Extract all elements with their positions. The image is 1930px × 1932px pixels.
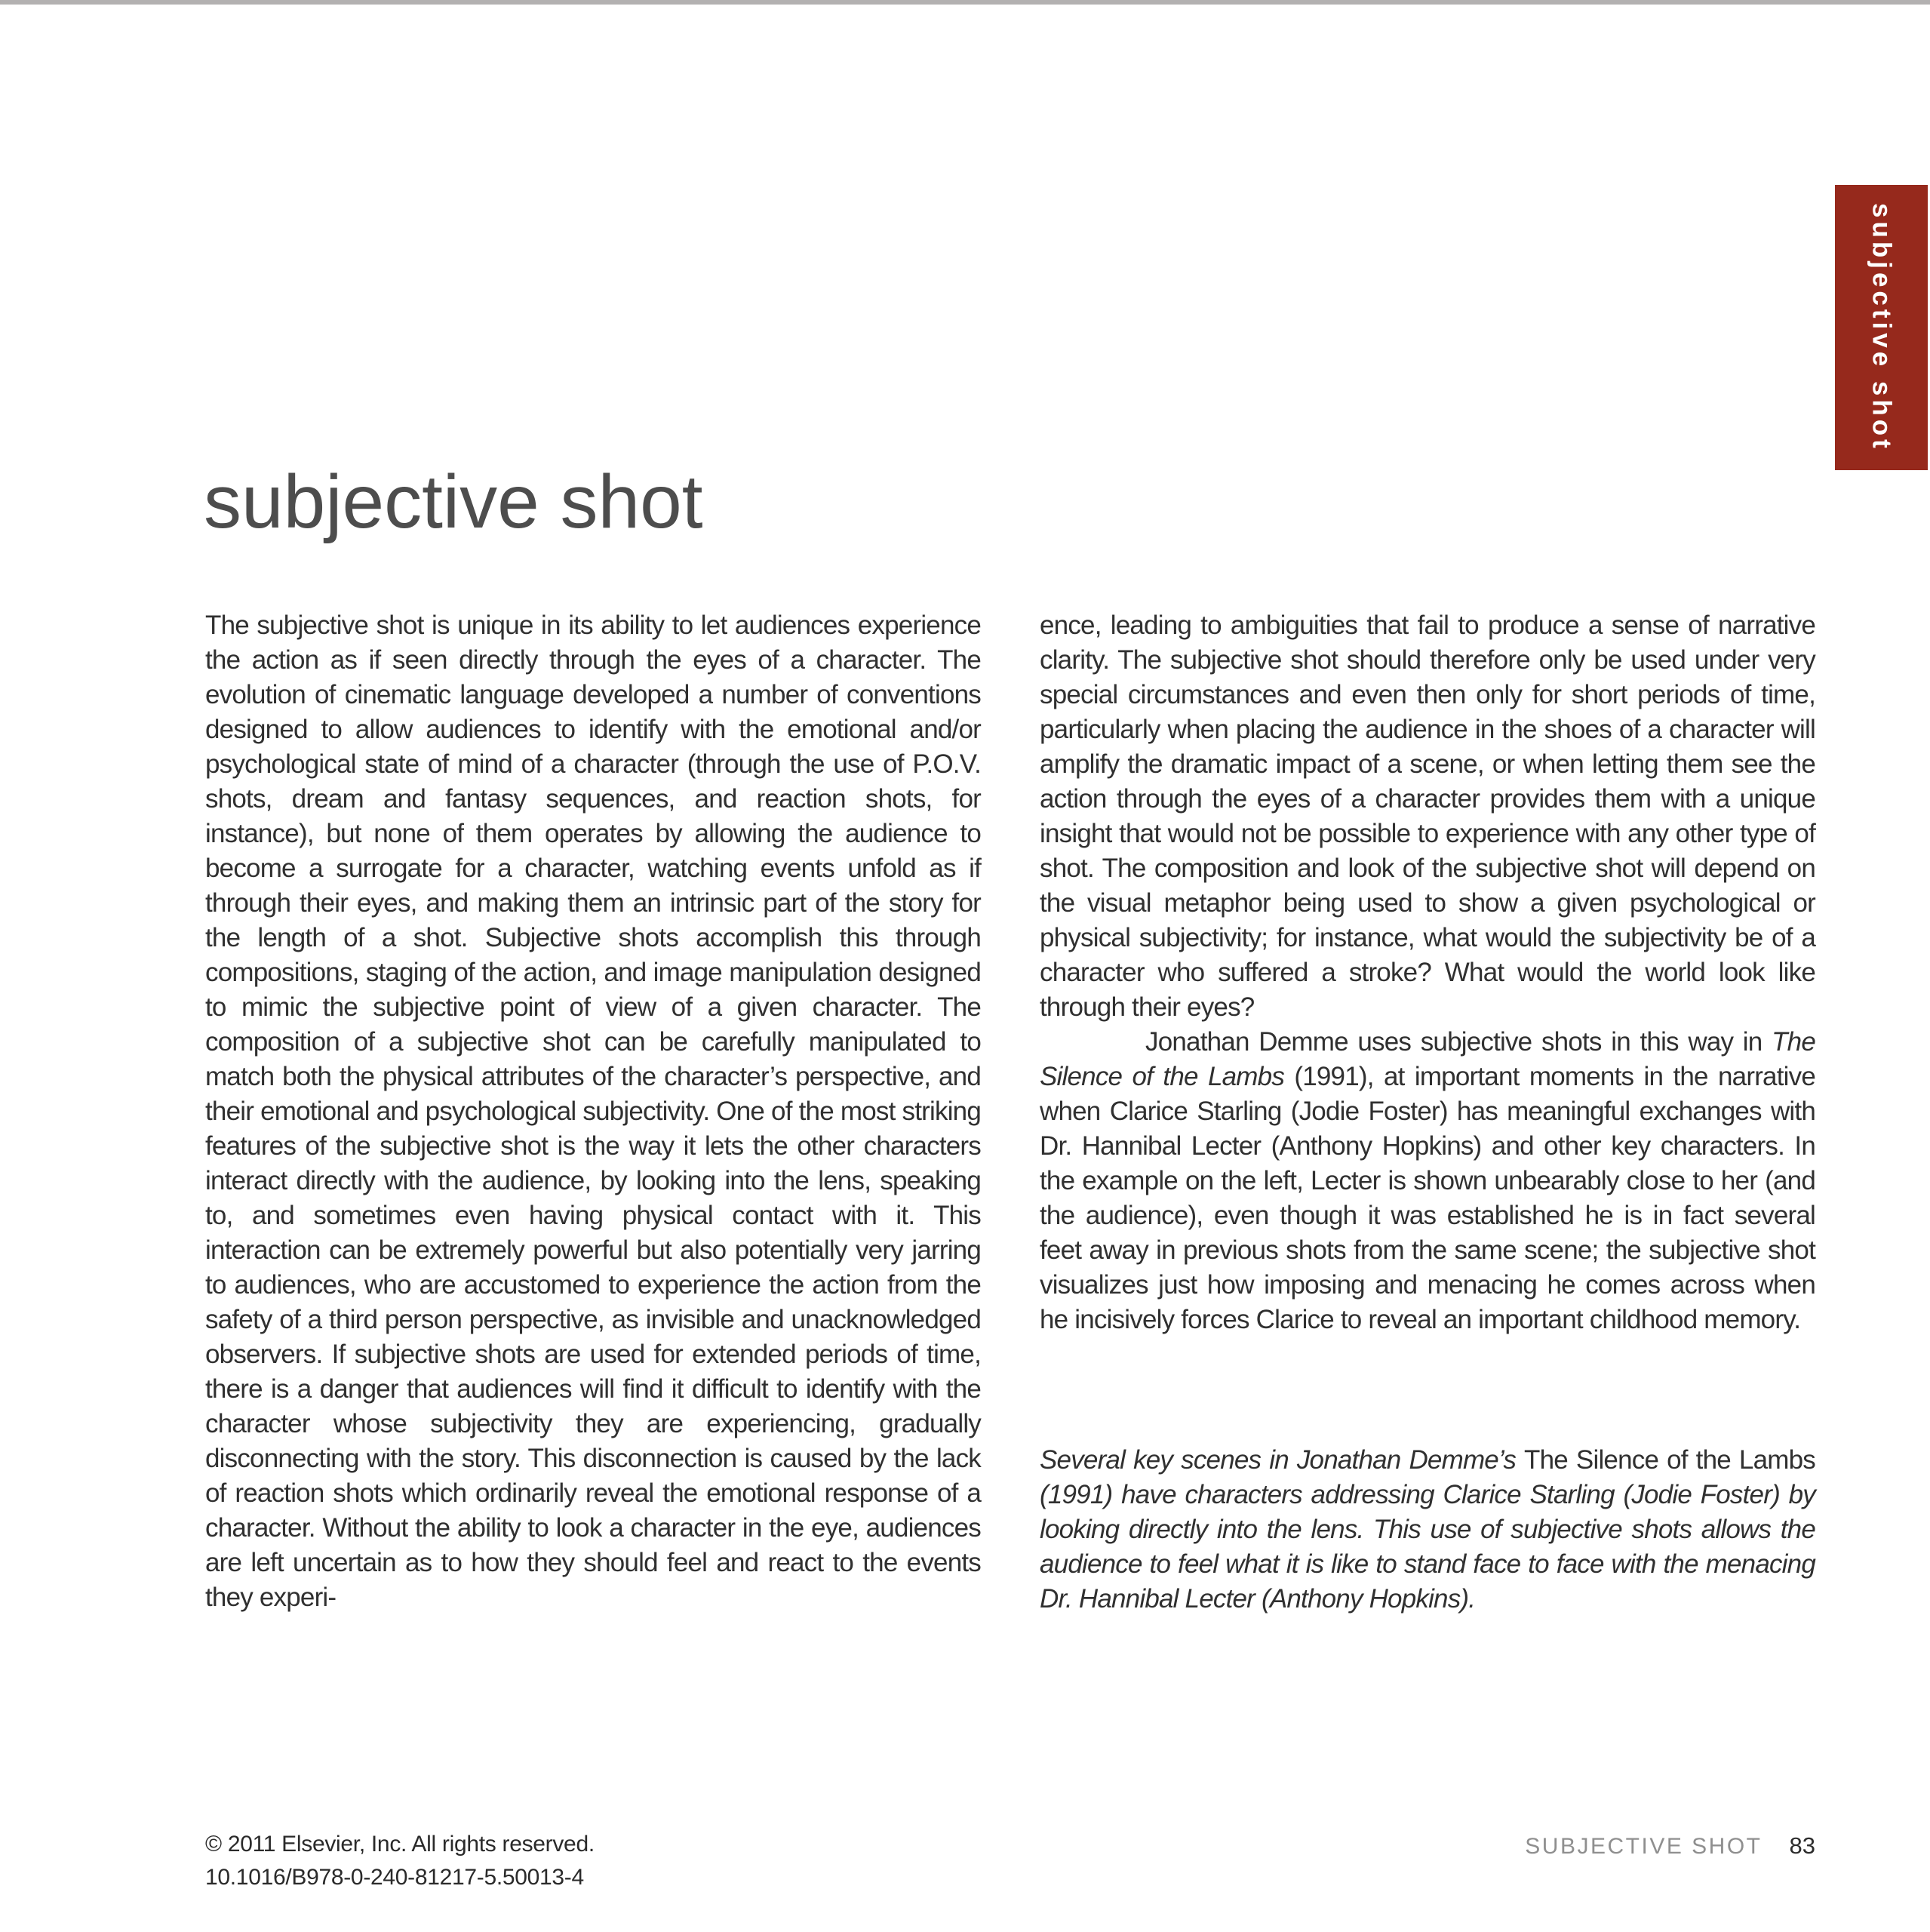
- left-column-paragraph: The subjective shot is unique in its ability to let audiences experience the action as if seen directly through the eyes of a character. The evolution of cinematic language developed a number of conventions designed to allow audiences to identify with the emotional and/or psychological state of mind of a character (through the use of P.O.V. shots, dream and fantasy sequences, and reaction shots, for instance), but none of them operates by allowing the audience to become a surrogate for a character, watching events unfold as if through their eyes, and making them an intrinsic part of the story for the length of a shot. Subjective shots accomplish this through compositions, staging of the action, and image manipulation designed to mimic the subjective point of view of a given character. The composition of a subjective shot can be carefully manipulated to match both the physical attributes of the character’s perspective, and their emotional and psychological subjectivity. One of the most striking features of the subjective shot is the way it lets the other characters interact directly with the audience, by looking into the lens, speaking to, and sometimes even having physical contact with it. This interaction can be extremely powerful but also potentially very jarring to audiences, who are accustomed to experience the action from the safety of a third person perspective, as invisible and unacknowledged observers. If subjective shots are used for extended periods of time, there is a danger that audiences will find it difficult to identify with the character whose subjectivity they are experiencing, gradually disconnecting with the story. This disconnection is caused by the lack of reaction shots which ordinarily reveal the emotional response of a character. Without the ability to look a character in the eye, audiences are left uncertain as to how they should feel and react to the events they experi-: [205, 611, 981, 1612]
- copyright-line: © 2011 Elsevier, Inc. All rights reserved.: [205, 1832, 595, 1857]
- left-column: [205, 608, 981, 1617]
- page-top-edge: [0, 0, 1930, 5]
- footer-right: [1525, 1832, 1815, 1860]
- running-head: SUBJECTIVE SHOT: [1525, 1834, 1763, 1859]
- doi-line: 10.1016/B978-0-240-81217-5.50013-4: [205, 1865, 584, 1890]
- paragraph-text: (1991), at important moments in the narrative when Clarice Starling (Jodie Foster) has meaningful exchanges with Dr. Hannibal Lecter (Anthony Hopkins) and other key characters. In the example on the left, Lecter is shown unbearably close to her (and the audience), even though it was established he is in fact several feet away in previous shots from the same scene; the subjective shot visualizes just how imposing and menacing he comes across when he incisively forces Clarice to reveal an important childhood memory.: [1040, 1062, 1815, 1334]
- chapter-tab: [1835, 185, 1928, 470]
- right-column: [1040, 608, 1815, 1617]
- film-title-italic: The Silence of the Lambs: [1040, 1027, 1815, 1091]
- caption-text: (1991) have characters addressing Clarice Starling (Jodie Foster) by looking directly into the lens. This use of subjective shots allows the audience to feel what it is like to stand face to face with the menacing Dr. Hannibal Lecter (Anthony Hopkins).: [1040, 1480, 1815, 1614]
- image-caption: [1040, 1443, 1815, 1617]
- paragraph-text: Jonathan Demme uses subjective shots in this way in: [1145, 1027, 1772, 1057]
- page-number: 83: [1789, 1832, 1815, 1859]
- right-column-paragraph-2: [1040, 1025, 1815, 1337]
- film-title-roman: The Silence of the Lambs: [1524, 1445, 1815, 1475]
- body-columns: [205, 608, 1815, 1617]
- page-title: subjective shot: [204, 460, 703, 544]
- right-column-paragraph-1: ence, leading to ambiguities that fail to produce a sense of narrative clarity. The subjective shot should therefore only be used under very special circumstances and even then only for short periods of time, particularly when placing the audience in the shoes of a character will amplify the dramatic impact of a scene, or when letting them see the action through the eyes of a character provides them with a unique insight that would not be possible to experience with any other type of shot. The composition and look of the subjective shot will depend on the visual metaphor being used to show a given psychological or physical subjectivity; for instance, what would the subjectivity be of a character who suffered a stroke? What would the world look like through their eyes?: [1040, 611, 1815, 1022]
- caption-text: Several key scenes in Jonathan Demme’s: [1040, 1445, 1525, 1475]
- chapter-tab-label: subjective shot: [1867, 203, 1897, 452]
- footer-left: [205, 1828, 595, 1894]
